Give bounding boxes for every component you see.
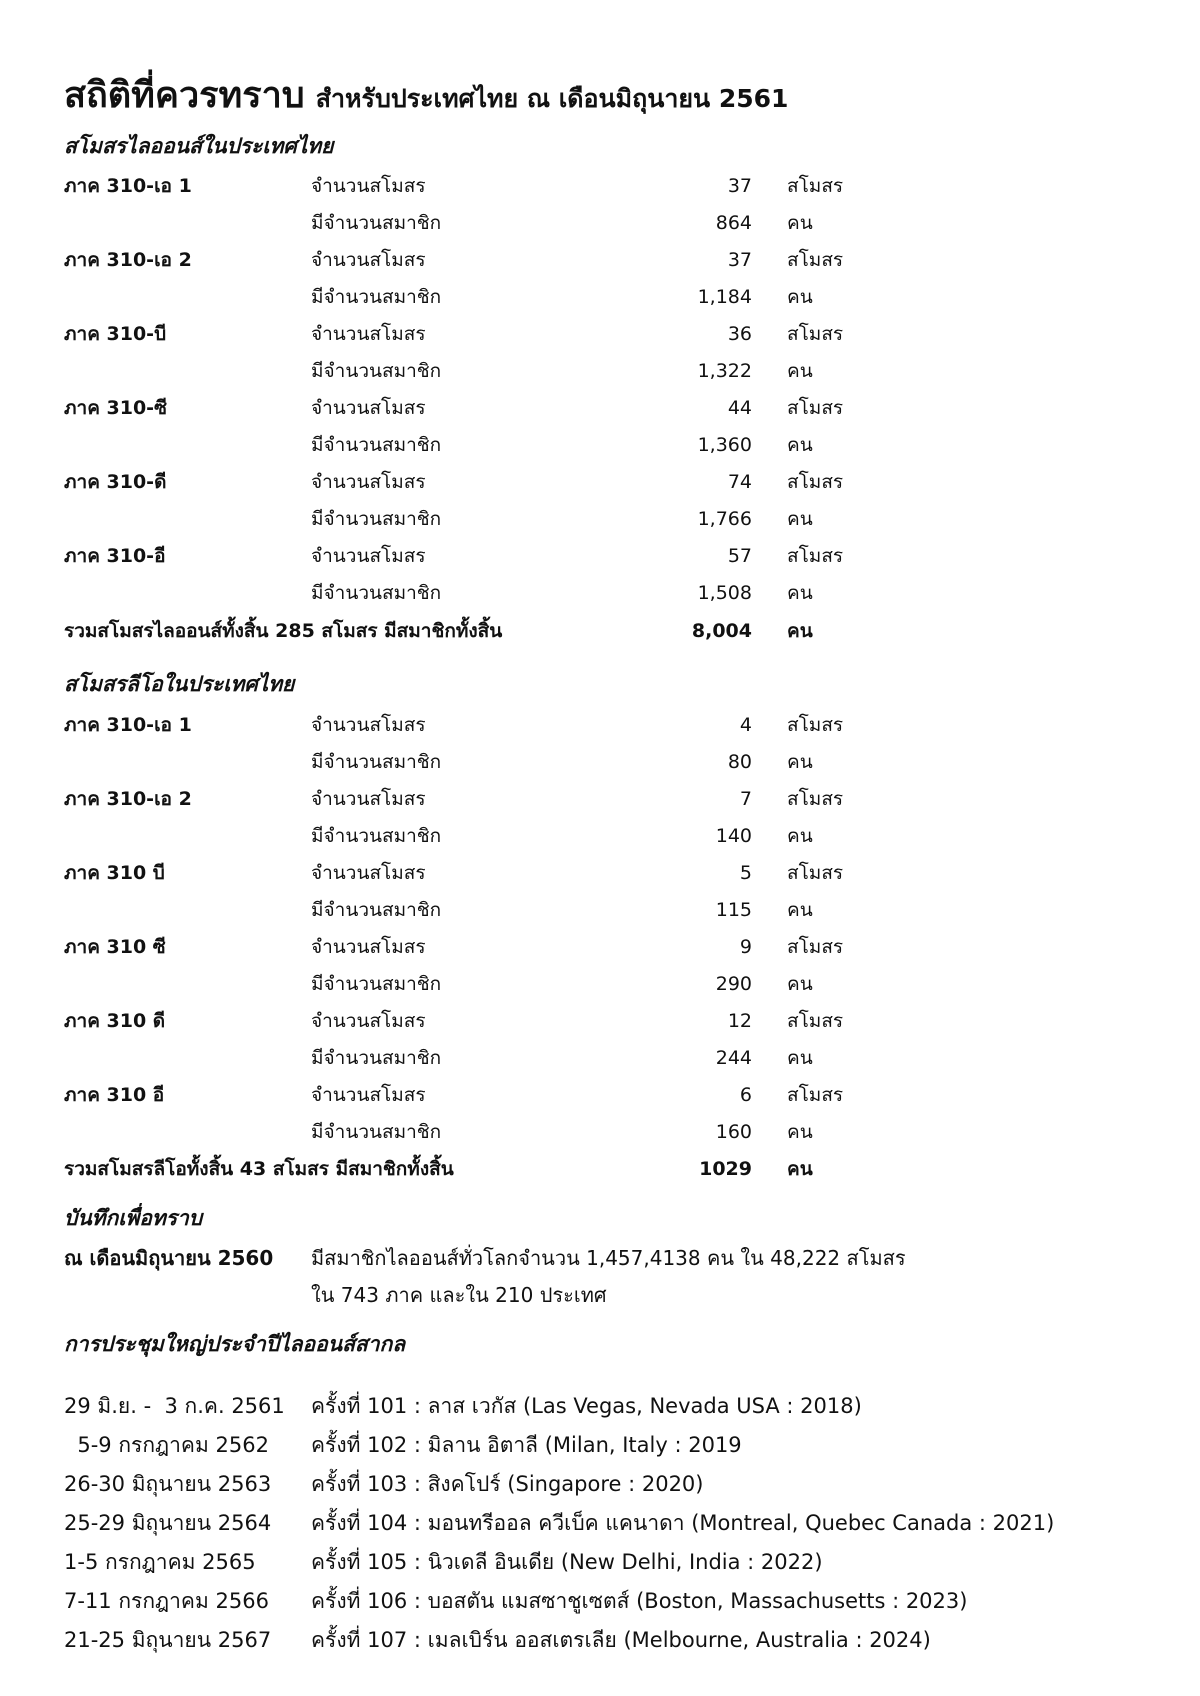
leo-region-row: [0, 855, 1200, 892]
convention-date: 1-5 กรกฎาคม 2565: [64, 1550, 256, 1574]
clubs-count: 4: [739, 714, 752, 736]
clubs-unit: สโมสร: [787, 323, 844, 345]
lions-region-row: [0, 168, 1200, 205]
members-count: 1,508: [697, 582, 752, 604]
leo-region-row: [0, 1003, 1200, 1040]
members-label: มีจำนวนสมาชิก: [311, 582, 442, 604]
clubs-count: 37: [727, 249, 752, 271]
clubs-label: จำนวนสโมสร: [311, 397, 426, 419]
clubs-label: จำนวนสโมสร: [311, 471, 426, 493]
members-unit: คน: [787, 973, 813, 995]
clubs-label: จำนวนสโมสร: [311, 1084, 426, 1106]
members-unit: คน: [787, 751, 813, 773]
leo-total-unit: คน: [787, 1158, 813, 1180]
members-label: มีจำนวนสมาชิก: [311, 286, 442, 308]
convention-date: 7-11 กรกฎาคม 2566: [64, 1589, 269, 1613]
members-unit: คน: [787, 1047, 813, 1069]
clubs-count: 5: [739, 862, 752, 884]
clubs-label: จำนวนสโมสร: [311, 1010, 426, 1032]
region-name: ภาค 310 ดี: [64, 1010, 166, 1032]
members-unit: คน: [787, 825, 813, 847]
lions-total-text: รวมสโมสรไลออนส์ทั้งสิ้น 285 สโมสร มีสมาชิกทั้งสิ้น: [64, 620, 503, 642]
leo-region-row: [0, 707, 1200, 744]
leo-region-row: [0, 929, 1200, 966]
members-label: มีจำนวนสมาชิก: [311, 212, 442, 234]
convention-item: [0, 1582, 1200, 1620]
lions-members-row: [0, 427, 1200, 464]
members-count: 115: [715, 899, 752, 921]
lions-total-members: 8,004: [691, 620, 752, 642]
convention-description: ครั้งที่ 107 : เมลเบิร์น ออสเตรเลีย (Melbourne, Australia : 2024): [311, 1628, 931, 1652]
leo-region-row: [0, 781, 1200, 818]
note-heading: บันทึกเพื่อทราบ: [64, 1206, 203, 1230]
region-name: ภาค 310-ซี: [64, 397, 167, 419]
note-date: ณ เดือนมิถุนายน 2560: [64, 1246, 274, 1270]
leo-members-row: [0, 892, 1200, 929]
page-title: [64, 66, 788, 123]
region-name: ภาค 310-เอ 2: [64, 788, 192, 810]
leo-section-heading: สโมสรลีโอในประเทศไทย: [64, 672, 295, 696]
convention-description: ครั้งที่ 102 : มิลาน อิตาลี (Milan, Italy : 2019: [311, 1433, 742, 1457]
lions-members-row: [0, 205, 1200, 242]
convention-date: 21-25 มิถุนายน 2567: [64, 1628, 272, 1652]
convention-item: [0, 1504, 1200, 1542]
region-name: ภาค 310 ซี: [64, 936, 166, 958]
members-count: 244: [715, 1047, 752, 1069]
convention-item: [0, 1465, 1200, 1503]
members-unit: คน: [787, 899, 813, 921]
convention-item: [0, 1426, 1200, 1464]
clubs-unit: สโมสร: [787, 397, 844, 419]
region-name: ภาค 310-บี: [64, 323, 167, 345]
convention-date: 5-9 กรกฎาคม 2562: [64, 1433, 269, 1457]
members-count: 1,360: [697, 434, 752, 456]
leo-members-row: [0, 1040, 1200, 1077]
leo-total-members: 1029: [699, 1158, 752, 1180]
clubs-count: 12: [727, 1010, 752, 1032]
clubs-unit: สโมสร: [787, 1010, 844, 1032]
members-unit: คน: [787, 1121, 813, 1143]
note-line-2: ใน 743 ภาค และใน 210 ประเทศ: [311, 1283, 607, 1307]
region-name: ภาค 310-อี: [64, 545, 166, 567]
convention-date: 26-30 มิถุนายน 2563: [64, 1472, 272, 1496]
clubs-count: 37: [727, 175, 752, 197]
convention-item: [0, 1543, 1200, 1581]
clubs-label: จำนวนสโมสร: [311, 862, 426, 884]
members-count: 160: [715, 1121, 752, 1143]
members-label: มีจำนวนสมาชิก: [311, 360, 442, 382]
lions-region-row: [0, 390, 1200, 427]
clubs-unit: สโมสร: [787, 545, 844, 567]
convention-description: ครั้งที่ 101 : ลาส เวกัส (Las Vegas, Nevada USA : 2018): [311, 1394, 862, 1418]
lions-total-unit: คน: [787, 620, 813, 642]
clubs-unit: สโมสร: [787, 175, 844, 197]
clubs-count: 44: [727, 397, 752, 419]
convention-description: ครั้งที่ 105 : นิวเดลี อินเดีย (New Delhi, India : 2022): [311, 1550, 823, 1574]
members-count: 140: [715, 825, 752, 847]
members-count: 1,766: [697, 508, 752, 530]
clubs-unit: สโมสร: [787, 788, 844, 810]
lions-members-row: [0, 279, 1200, 316]
members-label: มีจำนวนสมาชิก: [311, 751, 442, 773]
leo-members-row: [0, 1114, 1200, 1151]
members-label: มีจำนวนสมาชิก: [311, 973, 442, 995]
clubs-label: จำนวนสโมสร: [311, 249, 426, 271]
clubs-unit: สโมสร: [787, 714, 844, 736]
clubs-unit: สโมสร: [787, 862, 844, 884]
members-count: 80: [727, 751, 752, 773]
convention-description: ครั้งที่ 106 : บอสตัน แมสซาชูเซตส์ (Boston, Massachusetts : 2023): [311, 1589, 968, 1613]
members-label: มีจำนวนสมาชิก: [311, 508, 442, 530]
convention-date: 29 มิ.ย. - 3 ก.ค. 2561: [64, 1394, 285, 1418]
members-unit: คน: [787, 360, 813, 382]
clubs-unit: สโมสร: [787, 471, 844, 493]
lions-section-heading: สโมสรไลออนส์ในประเทศไทย: [64, 134, 334, 158]
region-name: ภาค 310 บี: [64, 862, 165, 884]
region-name: ภาค 310-ดี: [64, 471, 167, 493]
members-count: 1,322: [697, 360, 752, 382]
clubs-label: จำนวนสโมสร: [311, 936, 426, 958]
clubs-label: จำนวนสโมสร: [311, 545, 426, 567]
convention-item: [0, 1621, 1200, 1659]
lions-members-row: [0, 353, 1200, 390]
note-line-1: มีสมาชิกไลออนส์ทั่วโลกจำนวน 1,457,4138 คน ใน 48,222 สโมสร: [311, 1246, 906, 1270]
members-label: มีจำนวนสมาชิก: [311, 434, 442, 456]
leo-region-row: [0, 1077, 1200, 1114]
clubs-count: 9: [739, 936, 752, 958]
clubs-count: 6: [739, 1084, 752, 1106]
members-count: 1,184: [697, 286, 752, 308]
leo-members-row: [0, 744, 1200, 781]
title-subtitle: สำหรับประเทศไทย ณ เดือนมิถุนายน 2561: [315, 84, 789, 113]
clubs-unit: สโมสร: [787, 1084, 844, 1106]
members-unit: คน: [787, 212, 813, 234]
region-name: ภาค 310-เอ 1: [64, 175, 192, 197]
members-label: มีจำนวนสมาชิก: [311, 825, 442, 847]
region-name: ภาค 310-เอ 2: [64, 249, 192, 271]
members-unit: คน: [787, 582, 813, 604]
clubs-label: จำนวนสโมสร: [311, 714, 426, 736]
clubs-count: 57: [727, 545, 752, 567]
clubs-label: จำนวนสโมสร: [311, 788, 426, 810]
leo-members-row: [0, 818, 1200, 855]
clubs-count: 36: [727, 323, 752, 345]
clubs-label: จำนวนสโมสร: [311, 175, 426, 197]
convention-description: ครั้งที่ 104 : มอนทรีออล ควีเบ็ค แคนาดา (Montreal, Quebec Canada : 2021): [311, 1511, 1055, 1535]
members-label: มีจำนวนสมาชิก: [311, 1047, 442, 1069]
lions-region-row: [0, 538, 1200, 575]
convention-item: [0, 1387, 1200, 1425]
title-main: สถิติที่ควรทราบ: [64, 75, 305, 116]
lions-members-row: [0, 501, 1200, 538]
clubs-label: จำนวนสโมสร: [311, 323, 426, 345]
clubs-count: 74: [727, 471, 752, 493]
leo-total-row: [0, 1151, 1200, 1188]
convention-date: 25-29 มิถุนายน 2564: [64, 1511, 272, 1535]
conventions-heading: การประชุมใหญ่ประจำปีไลออนส์สากล: [64, 1332, 406, 1356]
members-count: 864: [715, 212, 752, 234]
members-unit: คน: [787, 286, 813, 308]
leo-total-text: รวมสโมสรลีโอทั้งสิ้น 43 สโมสร มีสมาชิกทั้งสิ้น: [64, 1158, 454, 1180]
clubs-unit: สโมสร: [787, 249, 844, 271]
lions-members-row: [0, 575, 1200, 612]
clubs-count: 7: [739, 788, 752, 810]
lions-region-row: [0, 242, 1200, 279]
region-name: ภาค 310 อี: [64, 1084, 165, 1106]
members-unit: คน: [787, 508, 813, 530]
lions-total-row: [0, 613, 1200, 650]
members-count: 290: [715, 973, 752, 995]
leo-members-row: [0, 966, 1200, 1003]
members-unit: คน: [787, 434, 813, 456]
region-name: ภาค 310-เอ 1: [64, 714, 192, 736]
clubs-unit: สโมสร: [787, 936, 844, 958]
convention-description: ครั้งที่ 103 : สิงคโปร์ (Singapore : 2020): [311, 1472, 704, 1496]
lions-region-row: [0, 464, 1200, 501]
lions-region-row: [0, 316, 1200, 353]
members-label: มีจำนวนสมาชิก: [311, 1121, 442, 1143]
members-label: มีจำนวนสมาชิก: [311, 899, 442, 921]
